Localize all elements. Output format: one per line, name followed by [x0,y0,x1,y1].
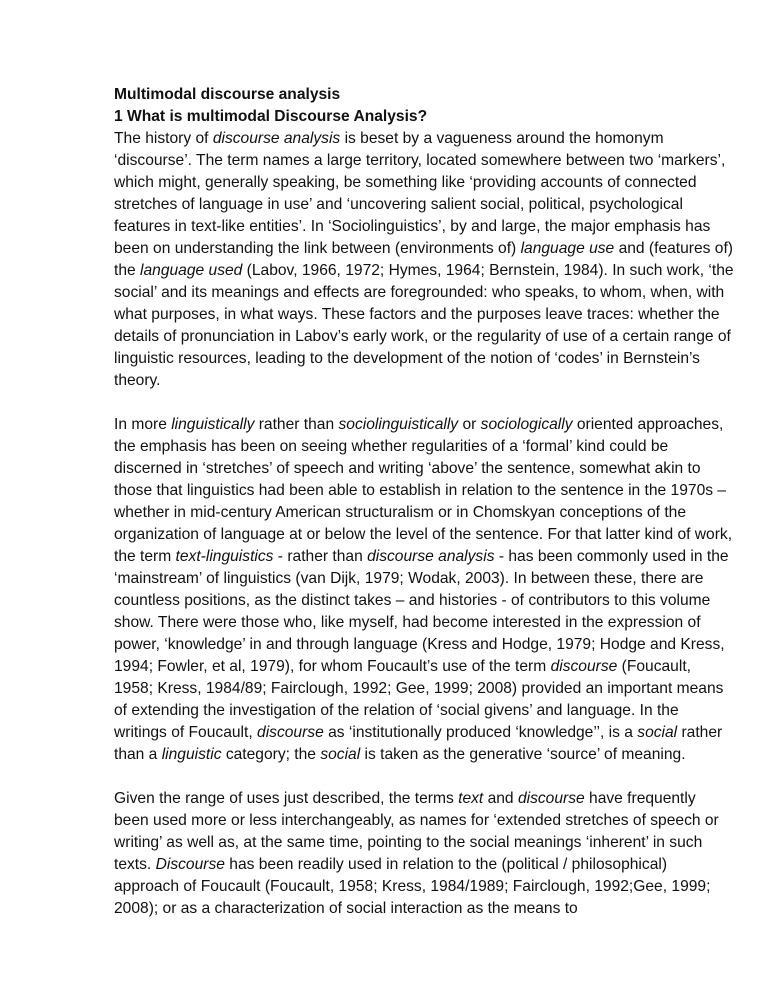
paragraph-2 [114,414,734,766]
italic-term: discourse analysis [367,548,495,565]
text-run: have frequently been used more or less interchangeably, as names for ‘extended stretches of speech or writing’ as well as, at the same time, pointing to the social meanings ‘inherent’ in such texts. [114,790,719,873]
italic-term: linguistic [161,746,222,763]
text-run: - rather than [273,548,368,565]
text-run: rather than [254,416,339,433]
section-heading: 1 What is multimodal Discourse Analysis? [114,108,428,125]
italic-term: discourse [550,658,618,675]
text-run: (Labov, 1966, 1972; Hymes, 1964; Bernstein, 1984). In such work, ‘the social’ and its meanings and effects are foregrounded: who speaks, to whom, when, with what purposes, in what ways. These factors and the purposes leave traces: whether the details of pronunciation in Labov’s early work, or the regularity of use of a certain range of linguistic resources, leading to the development of the notion of ‘codes’ in Bernstein’s theory. [114,262,734,389]
italic-term: text-linguistics [175,548,274,565]
text-run: In more [114,416,172,433]
document-page [114,84,734,920]
text-run: (Foucault, 1958; Kress, 1984/89; Fairclough, 1992; Gee, 1999; 2008) provided an important means of extending the investigation of the relation of ‘social givens’ and language. In the writings of Foucault, [114,658,724,741]
italic-term: sociologically [480,416,573,433]
text-run: is beset by a vagueness around the homonym ‘discourse’. The term names a large territory, located somewhere between two ‘markers’, which might, generally speaking, be something like ‘providing accounts of connected stretches of language in use’ and ‘uncovering salient social, political, psychological features in text-like entities’. In ‘Sociolinguistics’, by and large, the major emphasis has been on understanding the link between (environments of) [114,130,726,257]
text-run: Given the range of uses just described, the terms [114,790,459,807]
text-run: rather than a [114,724,723,763]
italic-term: sociolinguistically [338,416,459,433]
paragraph-1 [114,128,734,392]
text-run: as ‘institutionally produced ‘knowledge’’, is a [323,724,638,741]
italic-term: social [320,746,361,763]
text-run: has been readily used in relation to the (political / philosophical) approach of Foucault (Foucault, 1958; Kress, 1984/1989; Fairclough, 1992;Gee, 1999; 2008); or as a characterization of social interaction as the means to [114,856,711,917]
italic-term: language use [520,240,615,257]
text-run: The history of [114,130,213,147]
text-run: or [458,416,481,433]
text-run: and [483,790,518,807]
document-title: Multimodal discourse analysis [114,86,341,103]
italic-term: text [458,790,484,807]
text-run: and (features of) the [114,240,733,279]
text-run: oriented approaches, the emphasis has been on seeing whether regularities of a ‘formal’ kind could be discerned in ‘stretches’ of speech and writing ‘above’ the sentence, somewhat akin to those that linguistics had been able to establish in relation to the sentence in the 1970s – whether in mid-century American structuralism or in Chomskyan conceptions of the organization of language at or below the level of the sentence. For that latter kind of work, the term [114,416,733,565]
italic-term: discourse analysis [212,130,341,147]
italic-term: linguistically [171,416,255,433]
italic-term: social [637,724,678,741]
italic-term: discourse [257,724,324,741]
paragraph-3 [114,788,734,920]
italic-term: language used [140,262,243,279]
italic-term: Discourse [155,856,225,873]
text-run: - has been commonly used in the ‘mainstream’ of linguistics (van Dijk, 1979; Wodak, 2003). In between these, there are countless positions, as the distinct takes – and histories - of contributors to this volume show. There were those who, like myself, had become interested in the expression of power, ‘knowledge’ in and through language (Kress and Hodge, 1979; Hodge and Kress, 1994; Fowler, et al, 1979), for whom Foucault’s use of the term [114,548,729,675]
text-run: is taken as the generative ‘source’ of meaning. [360,746,686,763]
italic-term: discourse [517,790,585,807]
text-run: category; the [221,746,321,763]
